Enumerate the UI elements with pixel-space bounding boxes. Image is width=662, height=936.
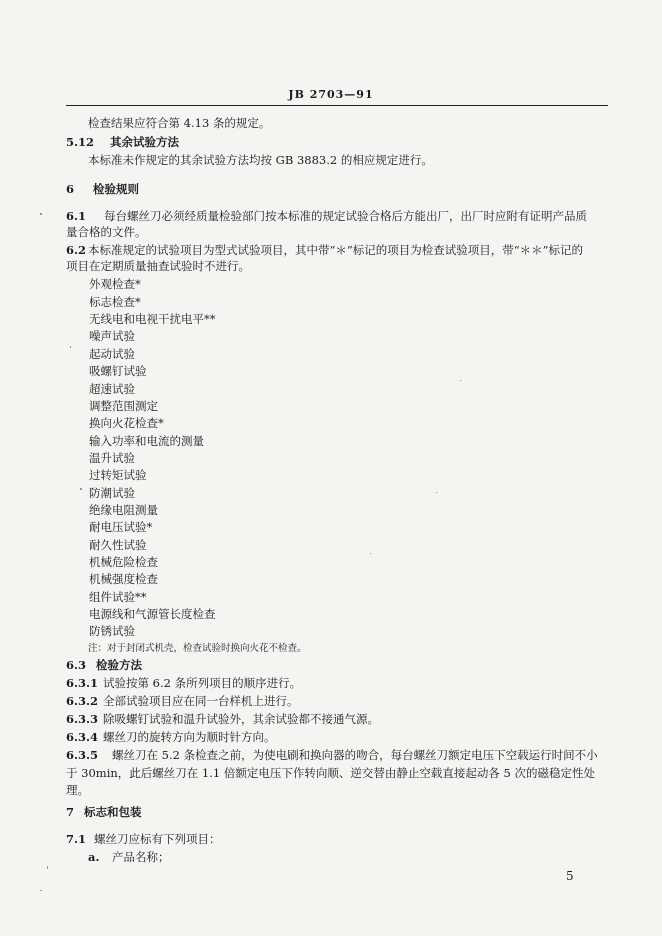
- clause-7-1: [66, 831, 221, 847]
- test-item: 过转矩试验: [89, 468, 147, 482]
- test-item: 电源线和气源管长度检查: [89, 607, 216, 621]
- test-item: 机械危险检查: [89, 555, 158, 569]
- running-header: JB 2703—91: [288, 88, 374, 101]
- clause-6-3-3: [66, 711, 379, 727]
- test-item: 无线电和电视干扰电平**: [89, 312, 216, 326]
- clause-6-3-5-line1: [66, 747, 598, 763]
- section-number: 6.3: [66, 658, 87, 672]
- clause-text: 螺丝刀在 5.2 条检查之前，为使电刷和换向器的吻合，每台螺丝刀额定电压下空载运行时间不小: [112, 748, 598, 762]
- test-item: 调整范围测定: [89, 399, 158, 413]
- section-7-heading: [66, 804, 142, 820]
- test-item: 组件试验**: [89, 590, 147, 604]
- clause-6-3-5-line3: 理。: [66, 783, 89, 797]
- clause-6-3-1: [66, 675, 301, 691]
- test-item: 输入功率和电流的测量: [89, 434, 204, 448]
- scan-speck: [436, 492, 437, 493]
- clause-text: 全部试验项目应在同一台样机上进行。: [103, 694, 299, 708]
- section-5-12-heading: [66, 134, 179, 150]
- clause-6-3-2: [66, 693, 299, 709]
- clause-number: 6.3.3: [66, 712, 99, 726]
- scan-speck: [40, 213, 42, 215]
- section-6-3-heading: [66, 657, 142, 673]
- scan-speck: [370, 553, 371, 554]
- scan-speck: [47, 866, 48, 869]
- clause-number: 6.1: [66, 209, 87, 223]
- test-item: 绝缘电阻测量: [89, 503, 158, 517]
- section-number: 5.12: [66, 135, 95, 149]
- list-text: 产品名称；: [112, 850, 170, 864]
- section-title: 其余试验方法: [110, 135, 179, 149]
- clause-6-3-4: [66, 729, 276, 745]
- clause-text: 螺丝刀应标有下列项目：: [94, 832, 221, 846]
- section-title: 检验规则: [93, 182, 139, 196]
- test-item: 标志检查*: [89, 295, 141, 309]
- test-item: 噪声试验: [89, 329, 135, 343]
- section-number: 7: [66, 805, 75, 819]
- scan-speck: [40, 890, 42, 891]
- section-number: 6: [66, 182, 75, 196]
- test-item: 防潮试验: [89, 486, 135, 500]
- test-item: 外观检查*: [89, 277, 141, 291]
- clause-text: 除吸螺钉试验和温升试验外，其余试验都不接通气源。: [103, 712, 379, 726]
- clause-6-2-line1: [66, 242, 583, 258]
- clause-number: 6.2: [66, 243, 87, 257]
- test-item: 吸螺钉试验: [89, 364, 147, 378]
- check-result-line: 检查结果应符合第 4.13 条的规定。: [88, 116, 271, 130]
- test-item: 耐电压试验*: [89, 520, 153, 534]
- page-number: 5: [566, 869, 574, 883]
- test-item: 机械强度检查: [89, 572, 158, 586]
- clause-number: 7.1: [66, 832, 87, 846]
- clause-text: 每台螺丝刀必须经质量检验部门按本标准的规定试验合格后方能出厂，出厂时应附有证明产品质: [104, 209, 587, 223]
- list-label: a.: [88, 850, 100, 864]
- clause-6-1-line2: 量合格的文件。: [66, 225, 147, 239]
- note: 注：对于封闭式机壳，检查试验时换向火花不检查。: [88, 643, 307, 654]
- test-item: 换向火花检查*: [89, 416, 164, 430]
- clause-number: 6.3.1: [66, 676, 99, 690]
- clause-number: 6.3.4: [66, 730, 99, 744]
- clause-text: 试验按第 6.2 条所列项目的顺序进行。: [103, 676, 302, 690]
- section-5-12-text: 本标准未作规定的其余试验方法均按 GB 3883.2 的相应规定进行。: [88, 153, 433, 167]
- section-title: 标志和包装: [84, 805, 142, 819]
- test-item: 起动试验: [89, 347, 135, 361]
- clause-6-1-line1: [66, 208, 587, 224]
- section-title: 检验方法: [96, 658, 142, 672]
- clause-text: 本标准规定的试验项目为型式试验项目，其中带“＊”标记的项目为检查试验项目，带“＊＊”标记的: [88, 243, 584, 257]
- header-rule: [66, 105, 608, 106]
- scan-speck: [460, 380, 461, 381]
- test-item: 耐久性试验: [89, 538, 147, 552]
- scan-speck: [70, 346, 71, 348]
- scan-speck: [80, 488, 82, 490]
- test-item: 超速试验: [89, 382, 135, 396]
- test-item: 防锈试验: [89, 624, 135, 638]
- clause-number: 6.3.2: [66, 694, 99, 708]
- clause-number: 6.3.5: [66, 748, 99, 762]
- section-6-heading: [66, 181, 139, 197]
- test-item: 温升试验: [89, 451, 135, 465]
- clause-text: 螺丝刀的旋转方向为顺时针方向。: [103, 730, 276, 744]
- list-item-a: [88, 849, 170, 865]
- clause-6-2-line2: 项目在定期质量抽查试验时不进行。: [66, 259, 250, 273]
- clause-6-3-5-line2: 于 30min，此后螺丝刀在 1.1 倍额定电压下作转向顺、逆交替由静止空载直接起动各 5 次的磁稳定性处: [66, 766, 596, 780]
